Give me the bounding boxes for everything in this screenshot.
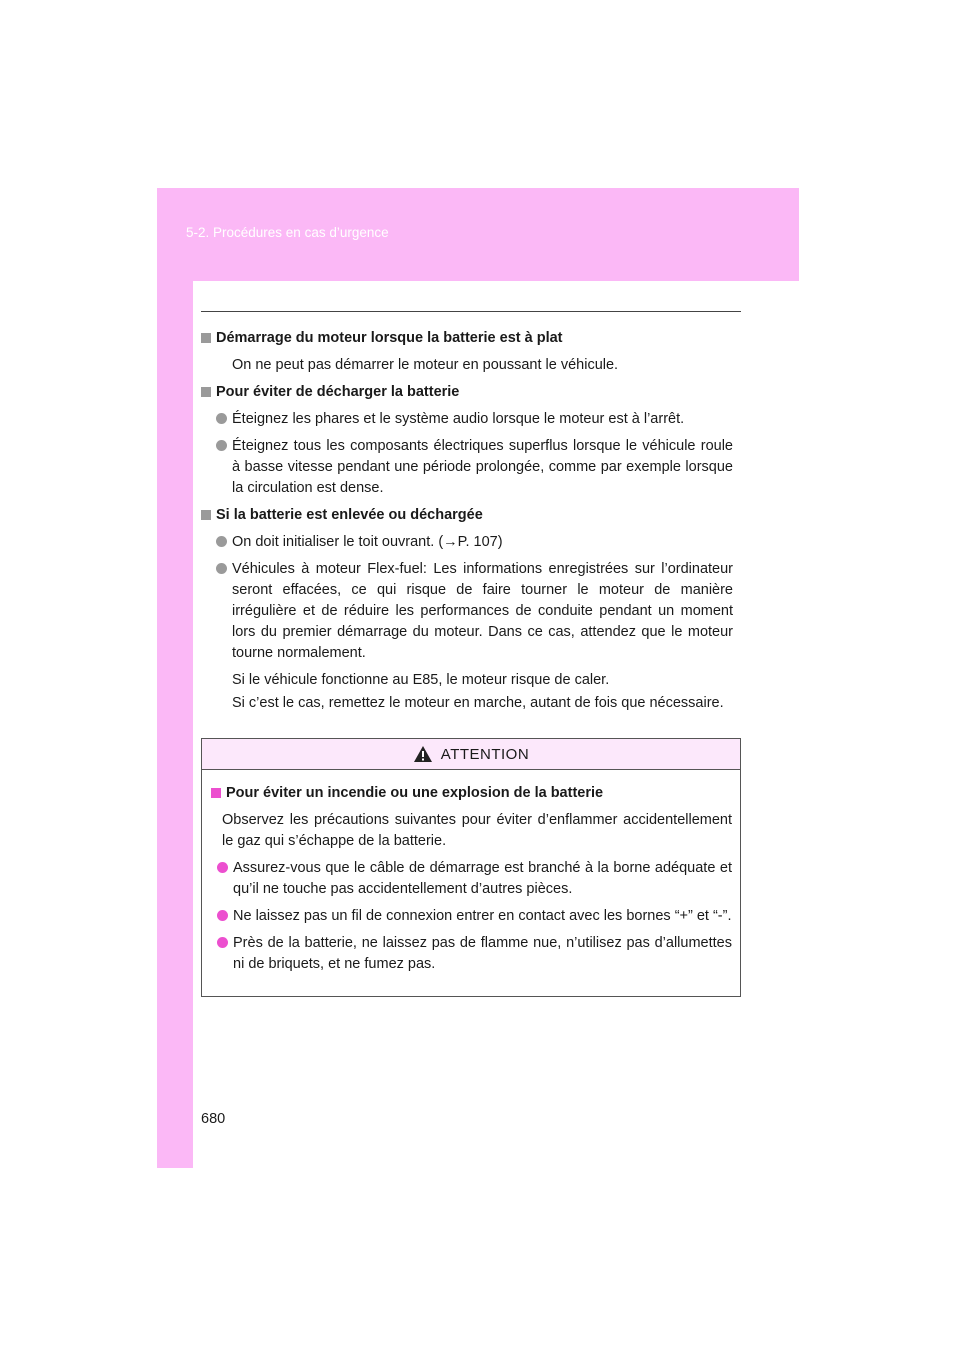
list-item: Ne laissez pas un fil de connexion entrer en contact avec les bornes “+” et “-”. — [211, 906, 732, 927]
attention-label: ATTENTION — [440, 745, 530, 763]
round-bullet-icon — [216, 536, 227, 547]
note-text: Si c’est le cas, remettez le moteur en marche, autant de fois que nécessaire. — [232, 695, 724, 711]
round-bullet-icon — [216, 563, 227, 574]
round-bullet-icon — [217, 910, 228, 921]
section-heading: Si la batterie est enlevée ou déchargée — [201, 505, 741, 526]
main-content — [201, 328, 741, 716]
round-bullet-icon — [216, 413, 227, 424]
list-item: Près de la batterie, ne laissez pas de flamme nue, n’utilisez pas d’allumettes ni de briquets, et ne fumez pas. — [211, 933, 732, 975]
page-number: 680 — [201, 1111, 226, 1127]
square-bullet-icon — [201, 510, 211, 520]
square-bullet-icon — [201, 333, 211, 343]
square-bullet-icon — [211, 788, 221, 798]
list-item: Véhicules à moteur Flex-fuel: Les informations enregistrées sur l’ordinateur seront effacées, ce qui risque de faire tourner le moteur de manière irrégulière et de réduire les performances de conduite pendant un moment lors du premier démarrage du moteur. Dans ce cas, attendez que le moteur tourne normalement. — [201, 559, 741, 664]
list-item: Éteignez tous les composants électriques superflus lorsque le véhicule roule à basse vitesse pendant une période prolongée, comme par exemple lorsque la circulation est dense. — [201, 436, 741, 499]
warning-triangle-icon — [413, 745, 433, 763]
round-bullet-icon — [217, 937, 228, 948]
attention-box — [201, 738, 741, 997]
attention-header — [202, 739, 740, 770]
top-rule — [201, 311, 741, 312]
square-bullet-icon — [201, 387, 211, 397]
list-item: Éteignez les phares et le système audio lorsque le moteur est à l’arrêt. — [201, 409, 741, 430]
attention-body — [202, 770, 740, 975]
round-bullet-icon — [216, 440, 227, 451]
attention-text: Observez les précautions suivantes pour éviter d’enflammer accidentellement le gaz qui s’échappe de la batterie. — [222, 812, 732, 849]
list-item: Assurez-vous que le câble de démarrage est branché à la borne adéquate et qu’il ne touche pas accidentellement d’autres pièces. — [211, 858, 732, 900]
round-bullet-icon — [217, 862, 228, 873]
section-text: On ne peut pas démarrer le moteur en poussant le véhicule. — [232, 357, 619, 373]
list-item: On doit initialiser le toit ouvrant. (→P. 107) — [201, 532, 741, 553]
section-heading: Démarrage du moteur lorsque la batterie est à plat — [201, 328, 741, 349]
side-strip — [157, 281, 193, 1168]
attention-heading: Pour éviter un incendie ou une explosion de la batterie — [211, 783, 732, 804]
note-text: Si le véhicule fonctionne au E85, le moteur risque de caler. — [232, 672, 610, 688]
section-heading: Pour éviter de décharger la batterie — [201, 382, 741, 403]
section-title: 5-2. Procédures en cas d’urgence — [186, 225, 389, 240]
